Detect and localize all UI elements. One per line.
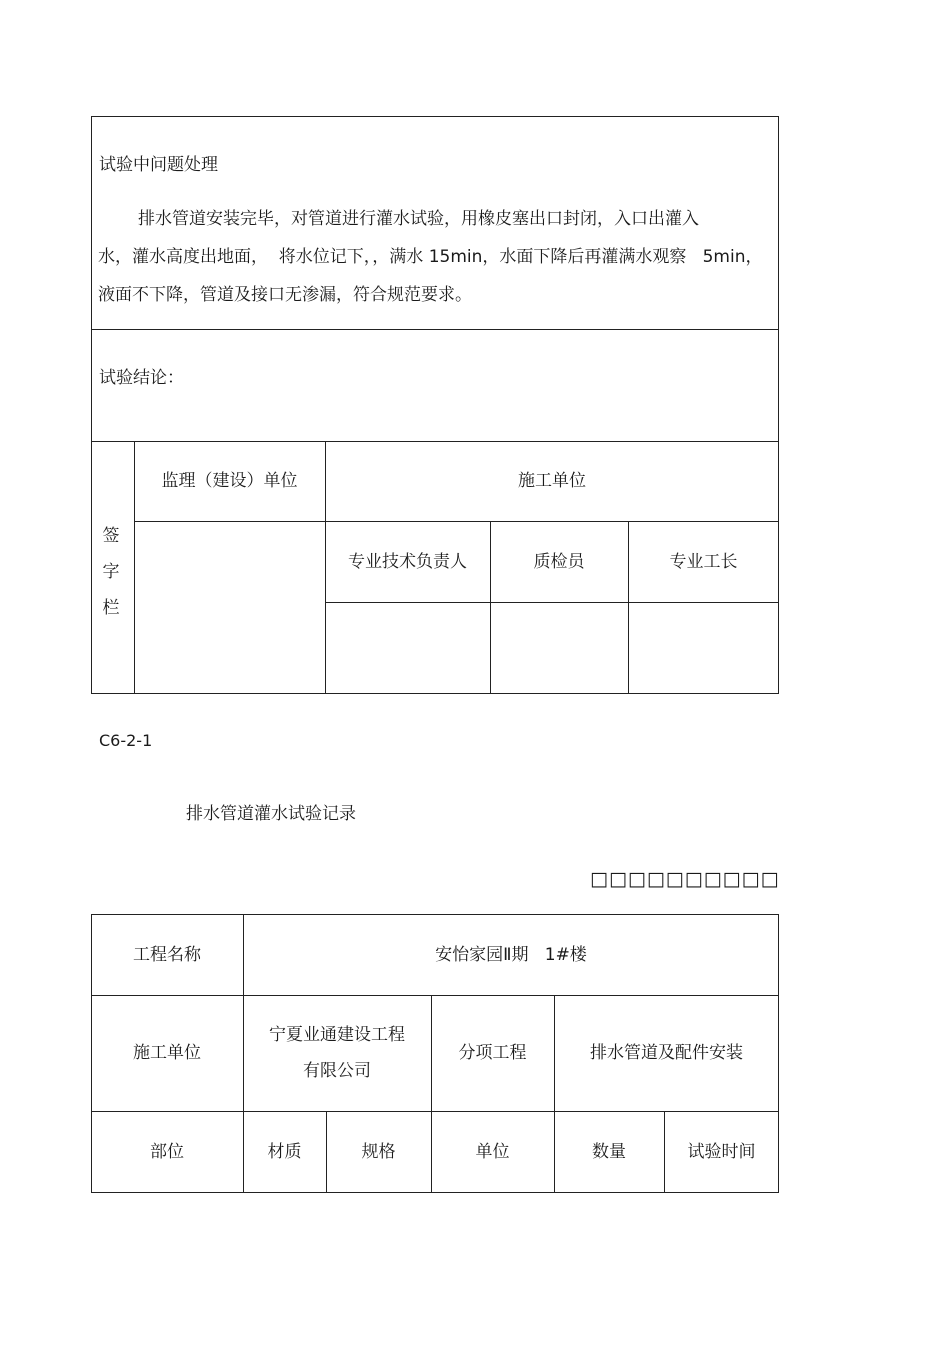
header-location: 部位: [150, 1142, 184, 1162]
construction-unit-value: [243, 995, 431, 1111]
header-quantity: 数量: [592, 1142, 626, 1162]
construction-unit-label: 施工单位: [133, 1043, 201, 1063]
sub-project-value: 排水管道及配件安装: [590, 1043, 743, 1063]
conclusion-label: 试验结论：: [99, 368, 184, 388]
header-unit: 单位: [475, 1142, 510, 1162]
sub-project-label: 分项工程: [458, 1043, 527, 1063]
form-code: C6-2-1: [99, 731, 153, 750]
problem-text-line: 液面不下降，管道及接口无渗漏，符合规范要求。: [98, 285, 472, 305]
header-material: 材质: [267, 1142, 302, 1162]
problem-text-line: 排水管道安装完毕，对管道进行灌水试验，用橡皮塞出口封闭，入口出灌入: [138, 209, 699, 229]
problem-handling-text: [98, 200, 770, 314]
signature-label-char: 签: [102, 526, 120, 546]
construction-unit-header: 施工单位: [518, 471, 586, 491]
inspector-header: 质检员: [533, 551, 585, 572]
signature-label-char: 字: [102, 562, 120, 582]
project-name-label: 工程名称: [133, 944, 201, 965]
construction-unit-value-line: 宁夏业通建设工程: [269, 1025, 405, 1045]
supervision-unit-header: 监理（建设）单位: [161, 471, 298, 491]
project-name-value: 安怡家园Ⅱ期 1#楼: [435, 944, 587, 965]
signature-label-char: 栏: [102, 598, 120, 618]
record-number-boxes: □□□□□□□□□□: [590, 868, 780, 890]
divider: [91, 329, 779, 330]
tech-lead-header: 专业技术负责人: [348, 551, 467, 572]
form-title: 排水管道灌水试验记录: [186, 804, 356, 824]
header-test-time: 试验时间: [687, 1142, 756, 1162]
problem-text-line: 水，灌水高度出地面， 将水位记下，，满水 15min，水面下降后再灌满水观察 5min，: [98, 247, 763, 267]
problem-handling-label: 试验中问题处理: [99, 155, 218, 175]
signature-column-label: [91, 518, 131, 626]
foreman-header: 专业工长: [669, 551, 738, 572]
divider: [325, 602, 779, 603]
construction-unit-value-line: 有限公司: [303, 1061, 371, 1081]
header-spec: 规格: [361, 1142, 396, 1162]
